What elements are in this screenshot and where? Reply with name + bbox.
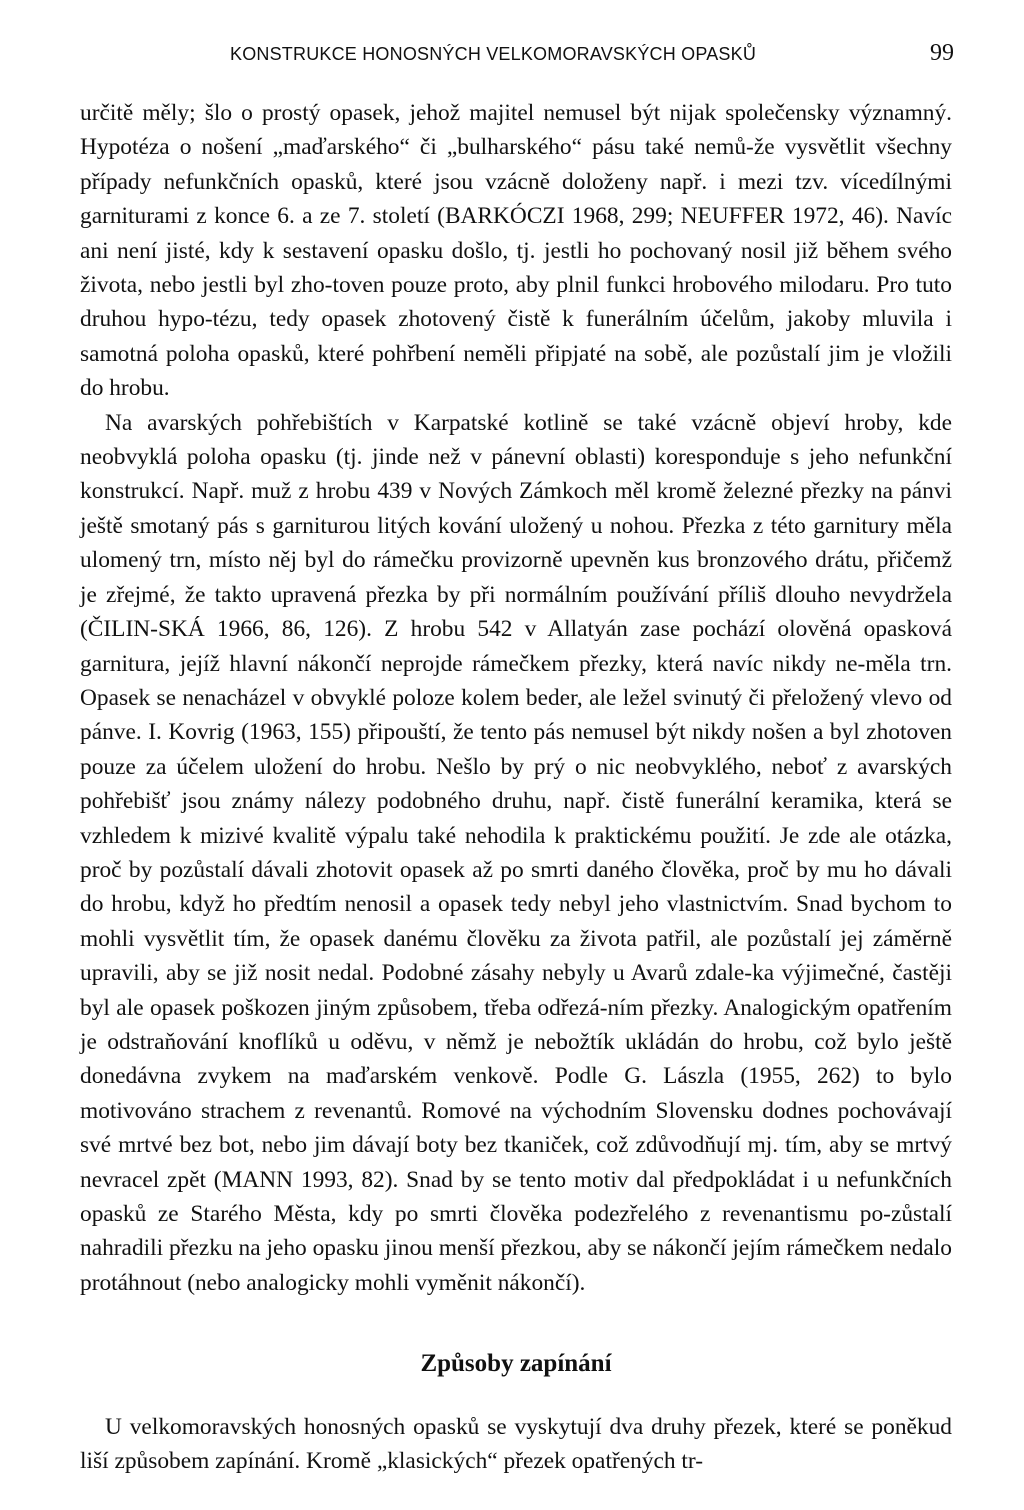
running-title: KONSTRUKCE HONOSNÝCH VELKOMORAVSKÝCH OPASKŮ	[230, 44, 757, 64]
section-paragraph: U velkomoravských honosných opasků se vyskytují dva druhy přezek, které se poněkud liší způsobem zapínání. Kromě „klasických“ přezek opatřených tr-	[80, 1414, 952, 1475]
section-heading: Způsoby zapínání	[420, 1350, 612, 1377]
page-number: 99	[930, 40, 954, 66]
body-text	[80, 96, 952, 1300]
section-text	[80, 1410, 952, 1479]
paragraph-1: určitě měly; šlo o prostý opasek, jehož majitel nemusel být nijak společensky významný. Hypotéza o nošení „maďarského“ či „bulharského“ pásu také nemů-že vysvětlit všechny případy nefunkčních opasků, které jsou vzácně doloženy např. i mezi tzv. vícedílnými garniturami z konce 6. a ze 7. století (BARKÓCZI 1968, 299; NEUFFER 1972, 46). Navíc ani není jisté, kdy k sestavení opasku došlo, tj. jestli ho pochovaný nosil již během svého života, nebo jestli byl zho-toven pouze proto, aby plnil funkci hrobového milodaru. Pro tuto druhou hypo-tézu, tedy opasek zhotovený čistě k funerálním účelům, jakoby mluvila i samotná poloha opasků, které pohřbení neměli připjaté na sobě, ale pozůstalí jim je vložili do hrobu.	[80, 100, 952, 402]
paragraph-2: Na avarských pohřebištích v Karpatské kotlině se také vzácně objeví hroby, kde neobvyklá poloha opasku (tj. jinde než v pánevní oblasti) koresponduje s jeho nefunkční konstrukcí. Např. muž z hrobu 439 v Nových Zámkoch měl kromě železné přezky na pánvi ještě smotaný pás s garniturou litých kování uložený u nohou. Přezka z této garnitury měla ulomený trn, místo něj byl do rámečku provizorně upevněn kus bronzového drátu, přičemž je zřejmé, že takto upravená přezka by při normálním používání příliš dlouho nevydržela (ČILIN-SKÁ 1966, 86, 126). Z hrobu 542 v Allatyán zase pochází olověná opasková garnitura, jejíž hlavní nákončí neprojde rámečkem přezky, která navíc nikdy ne-měla trn. Opasek se nenacházel v obvyklé poloze kolem beder, ale ležel svinutý či přeložený vlevo od pánve. I. Kovrig (1963, 155) připouští, že tento pás nemusel být nikdy nošen a byl zhotoven pouze za účelem uložení do hrobu. Nešlo by prý o nic neobvyklého, neboť z avarských pohřebišť jsou známy nálezy podobného druhu, např. čistě funerální keramika, která se vzhledem k mizivé kvalitě výpalu také nehodila k praktickému použití. Je zde ale otázka, proč by pozůstalí dávali zhotovit opasek až po smrti daného člověka, proč by mu ho dávali do hrobu, když ho předtím nenosil a opasek tedy nebyl jeho vlastnictvím. Snad bychom to mohli vysvětlit tím, že opasek danému člověku za života patřil, ale pozůstalí jej záměrně upravili, aby se již nosit nedal. Podobné zásahy nebyly u Avarů zdale-ka výjimečné, častěji byl ale opasek poškozen jiným způsobem, třeba odřezá-ním přezky. Analogickým opatřením je odstraňování knoflíků u oděvu, v němž je nebožtík ukládán do hrobu, což bylo ještě donedávna zvykem na maďarském venkově. Podle G. Lászla (1955, 262) to bylo motivováno strachem z revenantů. Romové na východním Slovensku dodnes pochovávají své mrtvé bez bot, nebo jim dávají boty bez tkaniček, což zdůvodňují mj. tím, aby se mrtvý nevracel zpět (MANN 1993, 82). Snad by se tento motiv dal předpokládat i u nefunkčních opasků ze Starého Města, kdy po smrti člověka podezřelého z revenantismu po-zůstalí nahradili přezku na jeho opasku jinou menší přezkou, aby se nákončí jejím rámečkem nedalo protáhnout (nebo analogicky mohli vyměnit nákončí).	[80, 409, 952, 1296]
running-header	[80, 40, 954, 74]
